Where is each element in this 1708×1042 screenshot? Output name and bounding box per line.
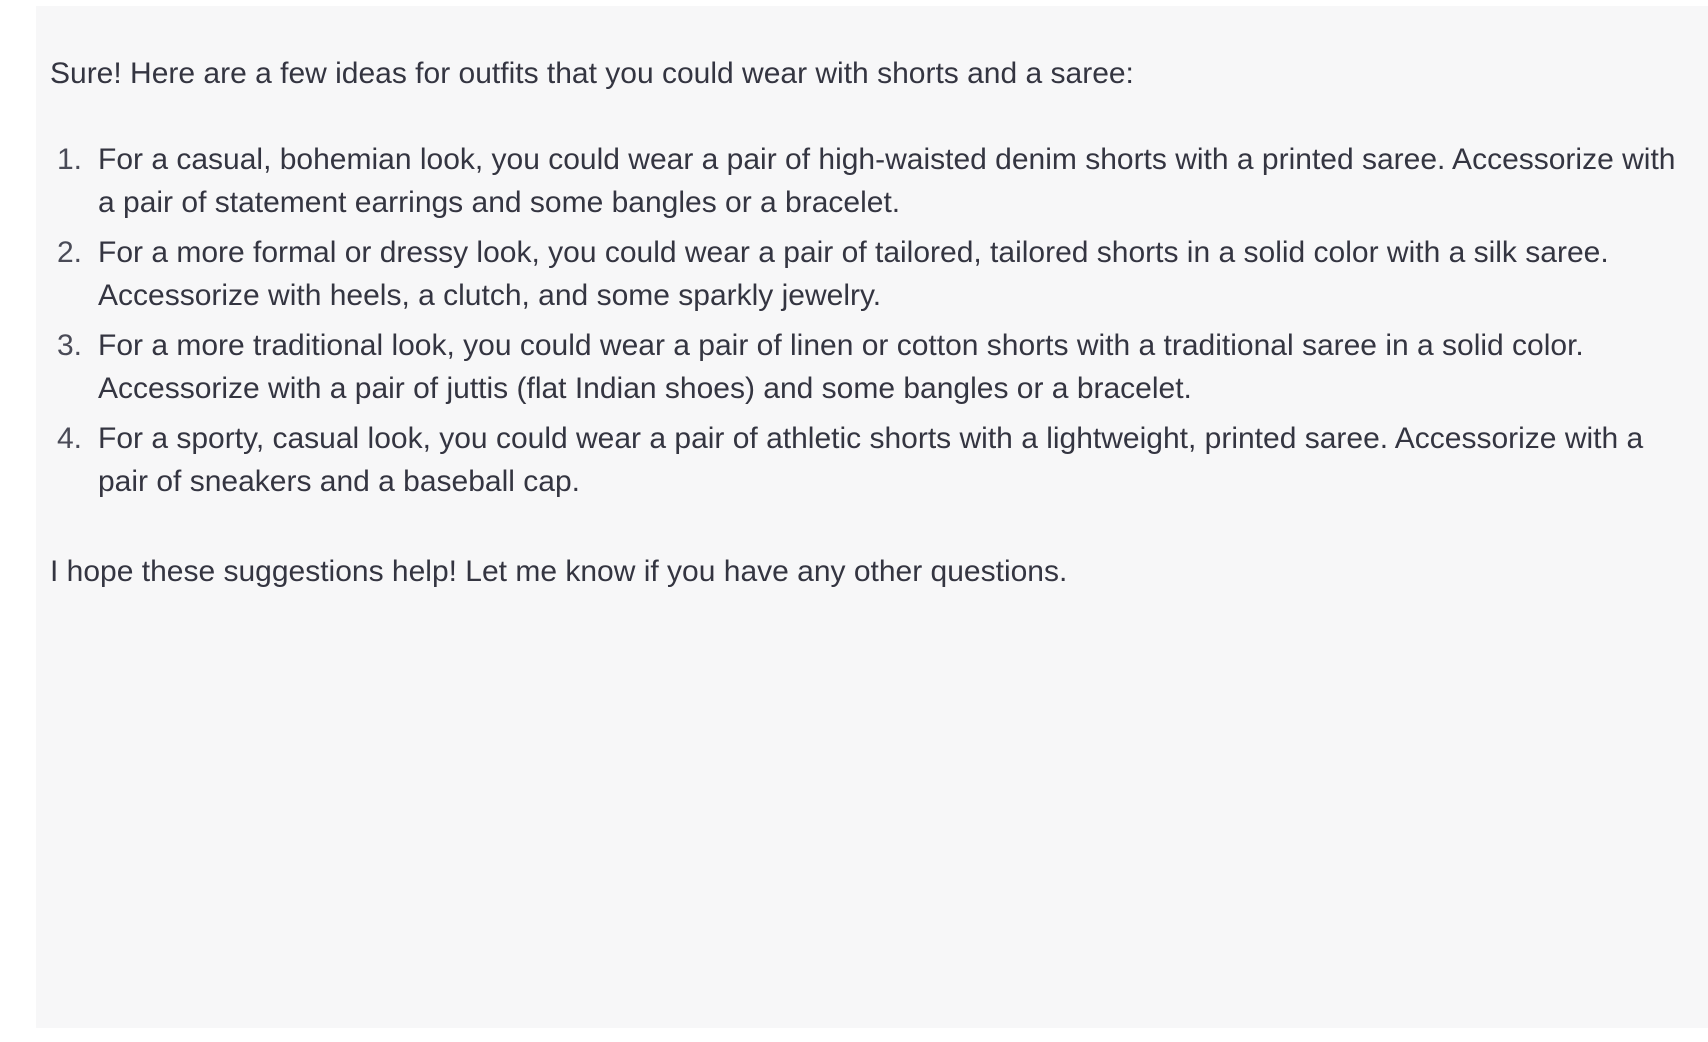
- list-item-marker: 2.: [56, 235, 82, 269]
- list-item-marker: 3.: [56, 328, 82, 362]
- assistant-response-panel: [36, 6, 1708, 1028]
- list-item-text: For a more traditional look, you could wear a pair of linen or cotton shorts with a traditional saree in a solid color. Accessorize with a pair of juttis (flat Indian shoes) and some bangles or a bracelet.: [98, 328, 1584, 405]
- list-item-marker: 1.: [56, 142, 82, 176]
- list-item: [36, 231, 1708, 318]
- list-item: [36, 417, 1708, 504]
- intro-paragraph: Sure! Here are a few ideas for outfits that you could wear with shorts and a saree:: [50, 57, 1134, 90]
- list-item: [36, 138, 1708, 225]
- closing-paragraph: I hope these suggestions help! Let me know if you have any other questions.: [50, 554, 1068, 588]
- list-item-text: For a sporty, casual look, you could wear a pair of athletic shorts with a lightweight, printed saree. Accessorize with a pair of sneakers and a baseball cap.: [98, 421, 1644, 498]
- outfit-ideas-list: [36, 138, 1708, 504]
- list-item-text: For a more formal or dressy look, you could wear a pair of tailored, tailored shorts in a solid color with a silk saree. Accessorize with heels, a clutch, and some sparkly jewelry.: [98, 235, 1609, 312]
- list-item-marker: 4.: [56, 421, 82, 455]
- list-item: [36, 324, 1708, 411]
- list-item-text: For a casual, bohemian look, you could wear a pair of high-waisted denim shorts with a printed saree. Accessorize with a pair of statement earrings and some bangles or a bracelet.: [98, 142, 1676, 219]
